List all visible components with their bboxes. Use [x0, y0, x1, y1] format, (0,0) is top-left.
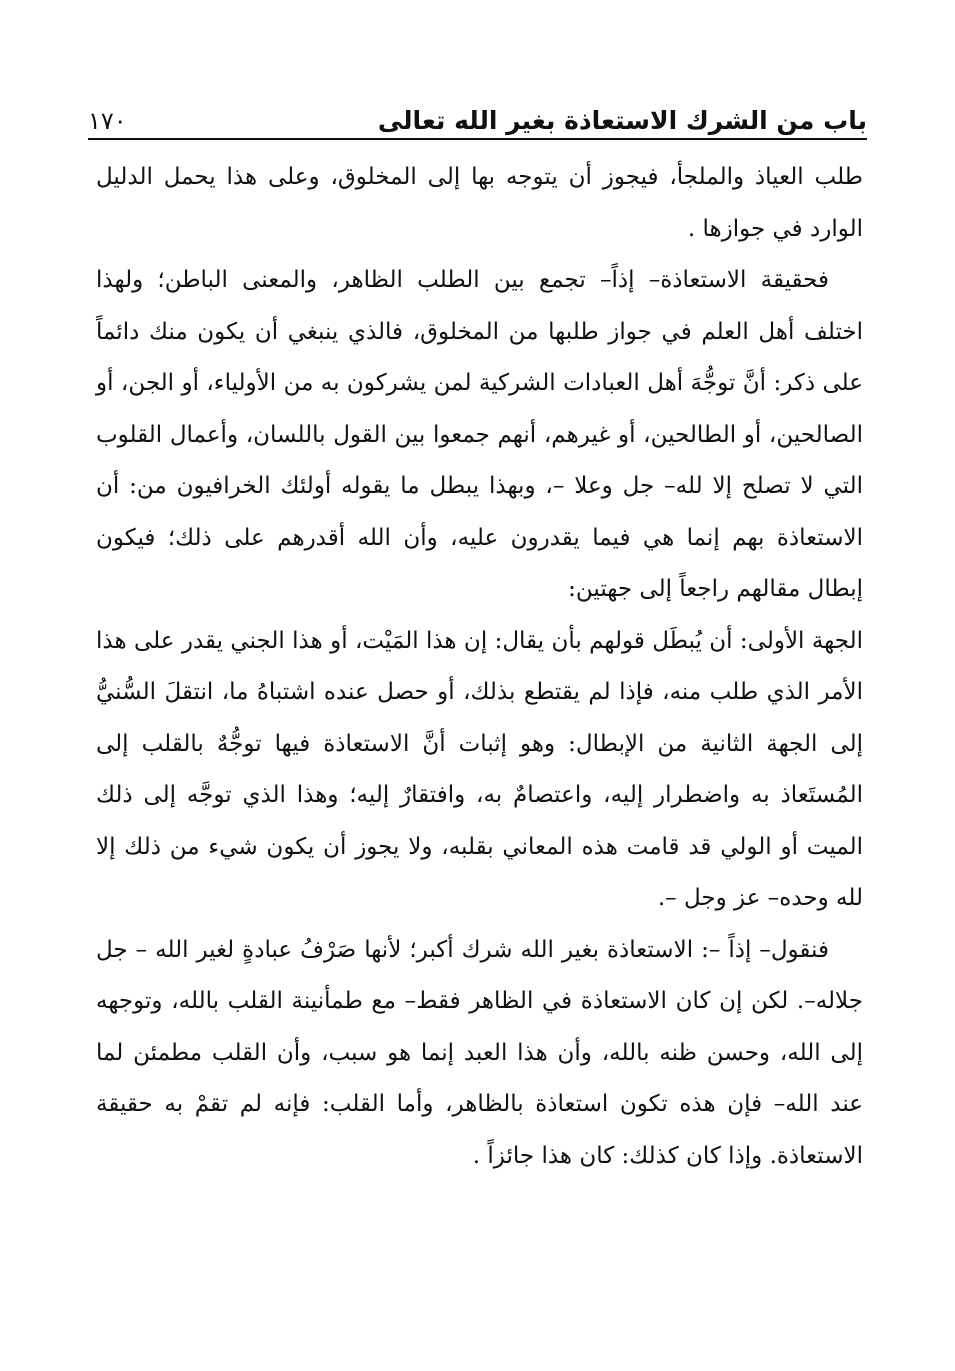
page-header: [88, 92, 867, 136]
paragraph: فنقول– إذاً –: الاستعاذة بغير الله شرك أكبر؛ لأنها صَرْفُ عبادةٍ لغير الله – جل جلاله–. لكن إن كان الاستعاذة في الظاهر فقط– مع طمأنينة القلب بالله، وتوجهه إلى الله، وحسن ظنه بالله، وأن هذا العبد إنما هو سبب، وأن القلب مطمئن لما عند الله– فإن هذه تكون استعاذة بالظاهر، وأما القلب: فإنه لم تقمْ به حقيقة الاستعاذة. وإذا كان كذلك: كان هذا جائزاً .: [96, 936, 863, 1169]
header-divider: [88, 138, 867, 140]
paragraph: الجهة الأولى: أن يُبطَل قولهم بأن يقال: إن هذا المَيْت، أو هذا الجني يقدر على هذا الأمر الذي طلب منه، فإذا لم يقتطع بذلك، أو حصل عنده اشتباهُ ما، انتقلَ السُّنيُّ إلى الجهة الثانية من الإبطال: وهو إثبات أنَّ الاستعاذة فيها توجُّهٌ بالقلب إلى المُستَعاذ به واضطرار إليه، واعتصامٌ به، وافتقارٌ إليه؛ وهذا الذي توجَّه إلى ذلك الميت أو الولي قد قامت هذه المعاني بقلبه، ولا يجوز أن يكون شيء من ذلك إلا لله وحده– عز وجل –.: [96, 627, 863, 911]
paragraph: طلب العياذ والملجأ، فيجوز أن يتوجه بها إلى المخلوق، وعلى هذا يحمل الدليل الوارد في جوازها .: [96, 164, 863, 242]
paragraph: فحقيقة الاستعاذة– إذاً– تجمع بين الطلب الظاهر، والمعنى الباطن؛ ولهذا اختلف أهل العلم في جواز طلبها من المخلوق، فالذي ينبغي أن يكون منك دائماً على ذكر: أنَّ توجُّهَ أهل العبادات الشركية لمن يشركون به من الأولياء، أو الجن، أو الصالحين، أو الطالحين، أو غيرهم، أنهم جمعوا بين القول باللسان، وأعمال القلوب التي لا تصلح إلا لله– جل وعلا –، وبهذا يبطل ما يقوله أولئك الخرافيون من: أن الاستعاذة بهم إنما هي فيما يقدرون عليه، وأن الله أقدرهم على ذلك؛ فيكون إبطال مقالهم راجعاً إلى جهتين:: [96, 267, 863, 602]
page-number: ١٧٠: [88, 107, 127, 135]
body-text: [96, 152, 863, 1182]
running-title: باب من الشرك الاستعاذة بغير الله تعالى: [377, 106, 867, 135]
